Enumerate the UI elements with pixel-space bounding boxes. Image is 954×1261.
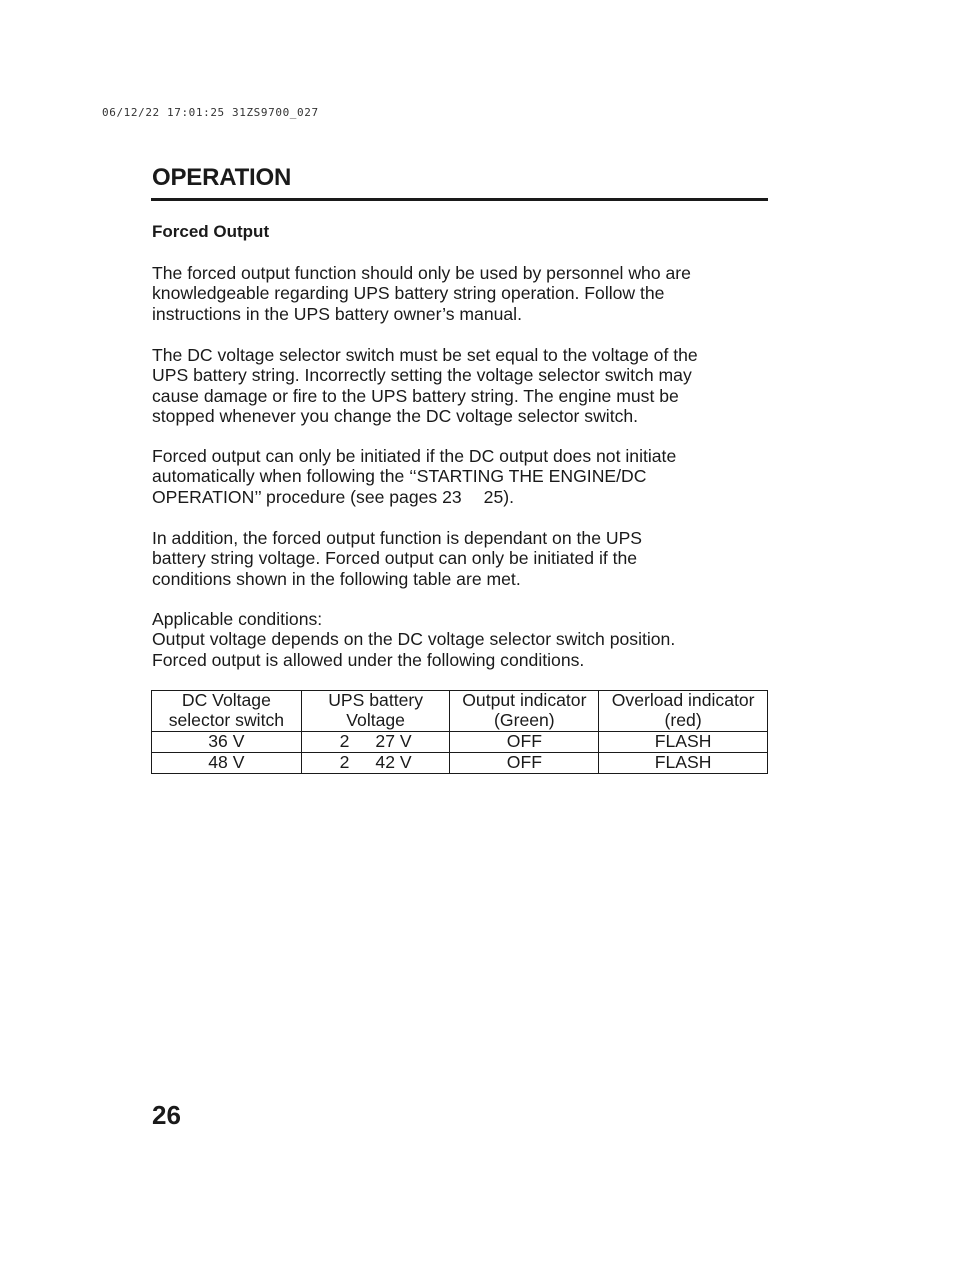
title-rule <box>151 198 768 201</box>
paragraph-line: The DC voltage selector switch must be set equal to the voltage of the <box>152 345 698 365</box>
paragraph-line: automatically when following the ‘‘STARTING THE ENGINE/DC <box>152 466 647 487</box>
table-cell: FLASH <box>599 732 768 753</box>
pages-from: OPERATION’’ procedure (see pages 23 <box>152 486 462 507</box>
section-title: OPERATION <box>152 164 292 191</box>
paragraph-4 <box>152 528 772 589</box>
paragraph-line: Forced output is allowed under the following conditions. <box>152 649 585 670</box>
paragraph-line: cause damage or fire to the UPS battery string. The engine must be <box>152 385 679 406</box>
paragraph-line: battery string voltage. Forced output can only be initiated if the <box>152 548 638 569</box>
table-header-row <box>152 691 768 732</box>
print-stamp: 06/12/22 17:01:25 31ZS9700_027 <box>102 106 319 119</box>
table-row <box>152 732 768 753</box>
table-cell: 2 27 V <box>301 732 450 753</box>
table-cell: 48 V <box>152 753 302 774</box>
paragraph-line: UPS battery string. Incorrectly setting the voltage selector switch may <box>152 365 692 386</box>
paragraph-line <box>152 487 772 507</box>
pages-to: 25). <box>483 486 514 507</box>
paragraph-line: stopped whenever you change the DC voltage selector switch. <box>152 406 639 427</box>
paragraph-line: knowledgeable regarding UPS battery string operation. Follow the <box>152 283 665 304</box>
paragraph-5 <box>152 609 772 670</box>
table-header-cell: UPS battery Voltage <box>301 691 450 732</box>
table-cell: FLASH <box>599 753 768 774</box>
table-header-cell: Overload indicator (red) <box>599 691 768 732</box>
paragraph-3 <box>152 446 772 507</box>
table-header-cell: Output indicator (Green) <box>450 691 599 732</box>
paragraph-line: conditions shown in the following table are met. <box>152 568 521 589</box>
table-cell: 36 V <box>152 732 302 753</box>
table-header-cell: DC Voltage selector switch <box>152 691 302 732</box>
conditions-table <box>151 690 768 774</box>
table-cell: OFF <box>450 753 599 774</box>
table-cell: OFF <box>450 732 599 753</box>
paragraph-line: instructions in the UPS battery owner’s manual. <box>152 303 522 324</box>
table-row <box>152 753 768 774</box>
page-number: 26 <box>152 1100 181 1130</box>
table-cell: 2 42 V <box>301 753 450 774</box>
paragraph-line: In addition, the forced output function is dependant on the UPS <box>152 528 643 548</box>
paragraph-2 <box>152 345 772 427</box>
paragraph-1 <box>152 263 772 324</box>
paragraph-line: Applicable conditions: <box>152 609 323 629</box>
paragraph-line: Output voltage depends on the DC voltage selector switch position. <box>152 629 676 650</box>
subheading: Forced Output <box>152 222 270 241</box>
paragraph-line: Forced output can only be initiated if the DC output does not initiate <box>152 446 677 466</box>
paragraph-line: The forced output function should only be used by personnel who are <box>152 263 691 283</box>
